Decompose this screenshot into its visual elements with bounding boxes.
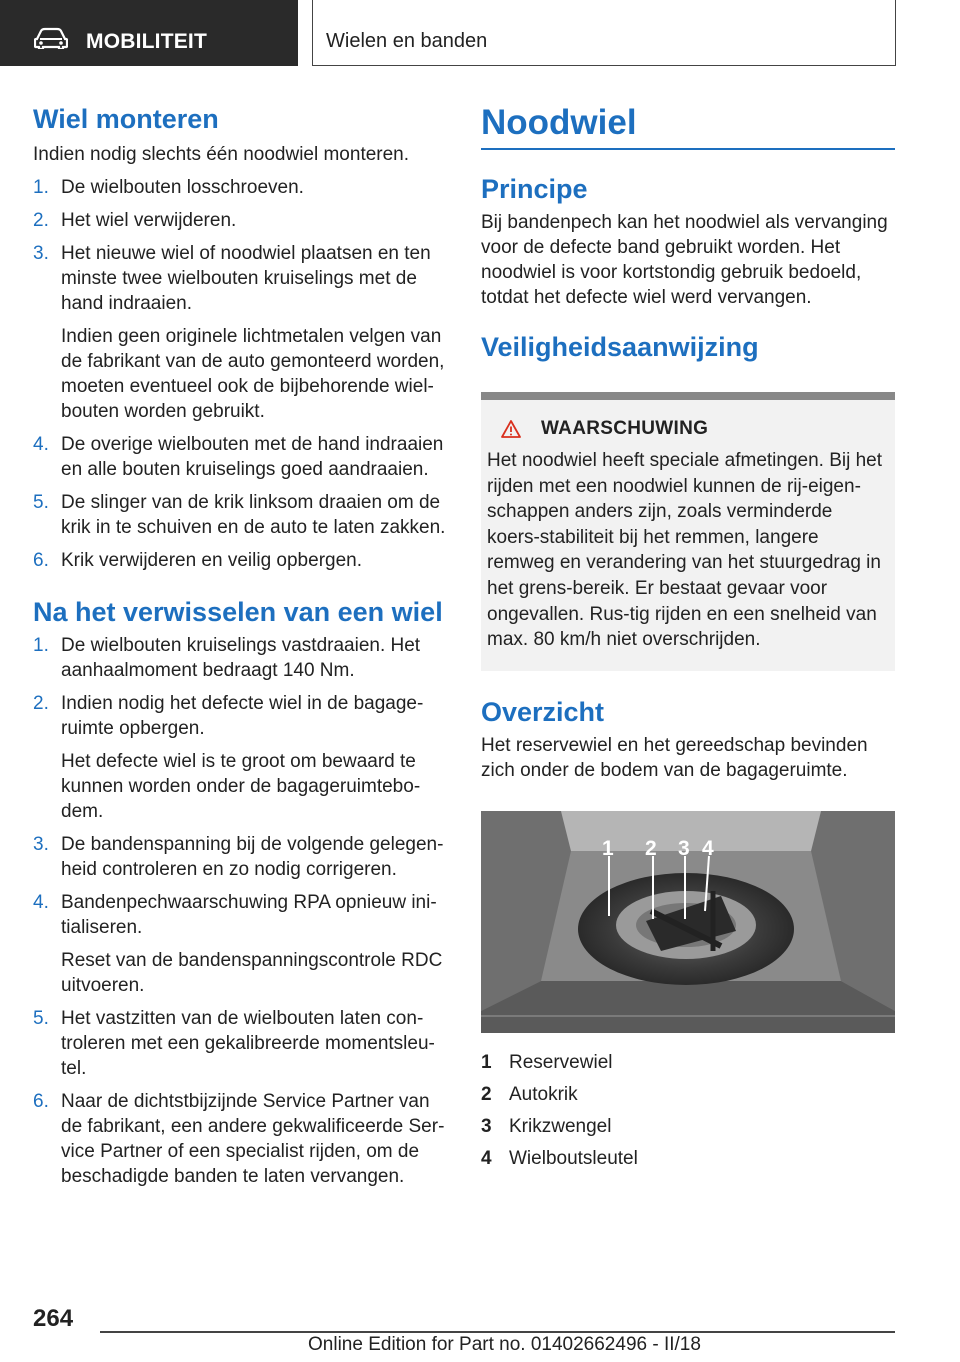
warning-header — [501, 418, 889, 440]
chapter-label: MOBILITEIT — [86, 30, 207, 53]
list-item: 2. Indien nodig het defecte wiel in de bagage-ruimte opbergen. Het defecte wiel is te groot om bewaard te kunnen worden onder de bagageruimtebo-dem. — [33, 693, 424, 822]
heading-noodwiel: Noodwiel — [481, 103, 637, 142]
photo-callout-4: 4 — [702, 836, 714, 860]
legend-item: 2 Autokrik — [481, 1083, 578, 1105]
footer-edition: Online Edition for Part no. 01402662496 - II/18 — [308, 1334, 701, 1355]
wiel-monteren-intro: Indien nodig slechts één noodwiel monteren. — [33, 144, 410, 165]
list-item: 4. Bandenpechwaarschuwing RPA opnieuw ini-tialiseren. Reset van de bandenspanningscontrole RDC uitvoeren. — [33, 892, 443, 996]
legend-item: 4 Wielboutsleutel — [481, 1147, 638, 1169]
list-item: 1. De wielbouten losschroeven. — [33, 177, 304, 198]
overzicht-text: Het reservewiel en het gereedschap bevinden zich onder de bodem van de bagageruimte. — [481, 734, 868, 781]
heading-na-wisselen: Na het verwisselen van een wiel — [33, 597, 443, 627]
list-item: 5. De slinger van de krik linksom draaien om de krik in te schuiven en de auto te laten zakken. — [33, 492, 446, 538]
list-item: 3. Het nieuwe wiel of noodwiel plaatsen en ten minste twee wielbouten kruiselings met de hand indraaien. Indien geen originele lichtmetalen velgen van de fabrikant van de auto gemonteerd worden, moeten eventueel ook de bijbehorende wiel-bouten worden gebruikt. — [33, 243, 445, 422]
page-header — [0, 0, 960, 66]
list-item: 6. Naar de dichtstbijzijnde Service Partner van de fabrikant, een andere gekwalificeerde Ser-vice Partner of een specialist rijden, om de beschadigde banden te laten vervangen. — [33, 1091, 445, 1187]
heading-wiel-monteren: Wiel monteren — [33, 104, 219, 134]
warning-triangle-icon — [501, 420, 521, 438]
car-icon — [34, 27, 68, 49]
list-item: 6. Krik verwijderen en veilig opbergen. — [33, 550, 362, 571]
page-number: 264 — [33, 1305, 74, 1332]
legend-item: 3 Krikzwengel — [481, 1115, 612, 1137]
list-item: 4. De overige wielbouten met de hand indraaien en alle bouten kruiselings goed aandraaien. — [33, 434, 444, 480]
spare-wheel-photo — [481, 811, 895, 1033]
section-tab — [312, 0, 896, 66]
chapter-tab — [0, 0, 298, 66]
warning-text: Het noodwiel heeft speciale afmetingen. Bij het rijden met een noodwiel kunnen de rij-eigen-schappen anders zijn, zoals verminderde koers-stabiliteit bij het remmen, langere remweg en verandering van het stuurgedrag in het grens-bereik. Er bestaat gevaar voor ongevallen. Rus-tig rijden en een snelheid van max. 80 km/h niet overschrijden. — [487, 450, 883, 651]
heading-overzicht: Overzicht — [481, 696, 605, 727]
photo-callout-2: 2 — [645, 836, 657, 860]
warning-label: WAARSCHUWING — [541, 418, 709, 439]
legend-item: 1 Reservewiel — [481, 1051, 613, 1073]
left-column — [33, 100, 447, 1189]
list-item: 5. Het vastzitten van de wielbouten laten con-troleren met een gekalibreerde momentsleu-tel. — [33, 1008, 435, 1079]
na-wisselen-steps — [33, 633, 447, 1189]
list-item: 1. De wielbouten kruiselings vastdraaien. Het aanhaalmoment bedraagt 140 Nm. — [33, 635, 421, 681]
footer-rule — [100, 1331, 895, 1333]
heading-veiligheid: Veiligheidsaanwijzing — [481, 332, 759, 362]
list-item: 2. Het wiel verwijderen. — [33, 210, 237, 231]
heading-rule — [481, 148, 895, 150]
photo-legend — [481, 1047, 895, 1175]
principe-text: Bij bandenpech kan het noodwiel als vervanging voor de defecte band gebruikt worden. Het noodwiel is voor kortstondig gebruik bedoeld, totdat het defecte wiel werd vervangen. — [481, 212, 888, 308]
wiel-monteren-steps — [33, 175, 447, 573]
photo-callout-3: 3 — [678, 836, 690, 860]
photo-callout-1: 1 — [602, 836, 614, 860]
section-label: Wielen en banden — [326, 30, 488, 52]
heading-principe: Principe — [481, 174, 588, 204]
right-column — [481, 100, 895, 1175]
trunk-illustration — [481, 811, 895, 1033]
warning-box — [481, 392, 895, 671]
list-item: 3. De bandenspanning bij de volgende gelegen-heid controleren en zo nodig corrigeren. — [33, 834, 444, 880]
